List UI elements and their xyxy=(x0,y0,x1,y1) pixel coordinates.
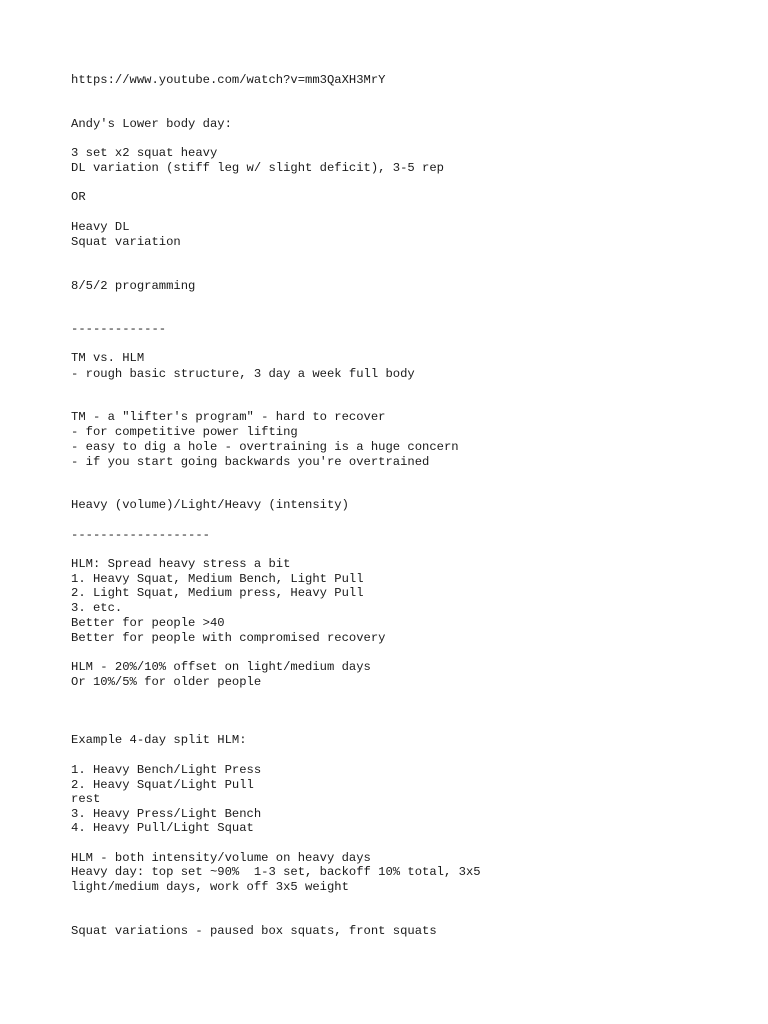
text-line: Squat variation xyxy=(71,235,181,249)
list-item: 1. Heavy Squat, Medium Bench, Light Pull xyxy=(71,572,364,586)
text-line: - if you start going backwards you're overtrained xyxy=(71,455,430,469)
text-line: Better for people with compromised recovery xyxy=(71,631,386,645)
list-item: 4. Heavy Pull/Light Squat xyxy=(71,821,254,835)
text-line: - for competitive power lifting xyxy=(71,425,298,439)
text-line: - rough basic structure, 3 day a week full body xyxy=(71,367,415,381)
text-line: Squat variations - paused box squats, front squats xyxy=(71,924,437,938)
section-heading: Example 4-day split HLM: xyxy=(71,733,247,747)
video-link[interactable]: https://www.youtube.com/watch?v=mm3QaXH3MrY xyxy=(71,73,386,87)
list-item: 2. Light Squat, Medium press, Heavy Pull xyxy=(71,586,364,600)
text-line: Heavy (volume)/Light/Heavy (intensity) xyxy=(71,498,349,512)
text-line: DL variation (stiff leg w/ slight deficit), 3-5 rep xyxy=(71,161,444,175)
text-line: rest xyxy=(71,792,101,806)
text-line: HLM - both intensity/volume on heavy days xyxy=(71,851,371,865)
list-item: 1. Heavy Bench/Light Press xyxy=(71,763,262,777)
divider-line: ------------------- xyxy=(71,528,210,542)
text-line: Heavy DL xyxy=(71,220,130,234)
text-line: 3 set x2 squat heavy xyxy=(71,146,218,160)
text-line: Or 10%/5% for older people xyxy=(71,675,262,689)
divider-line: ------------- xyxy=(71,322,167,336)
section-heading: TM vs. HLM xyxy=(71,351,145,365)
list-item: 3. etc. xyxy=(71,601,123,615)
text-line: OR xyxy=(71,190,86,204)
list-item: 3. Heavy Press/Light Bench xyxy=(71,807,262,821)
text-line: - easy to dig a hole - overtraining is a huge concern xyxy=(71,440,459,454)
text-line: Better for people >40 xyxy=(71,616,225,630)
text-line: HLM - 20%/10% offset on light/medium days xyxy=(71,660,371,674)
section-heading: Andy's Lower body day: xyxy=(71,117,232,131)
text-line: 8/5/2 programming xyxy=(71,279,196,293)
text-line: Heavy day: top set ~90% 1-3 set, backoff 10% total, 3x5 xyxy=(71,865,481,879)
section-heading: HLM: Spread heavy stress a bit xyxy=(71,557,291,571)
text-line: light/medium days, work off 3x5 weight xyxy=(71,880,349,894)
section-heading: TM - a "lifter's program" - hard to recover xyxy=(71,410,386,424)
list-item: 2. Heavy Squat/Light Pull xyxy=(71,778,254,792)
